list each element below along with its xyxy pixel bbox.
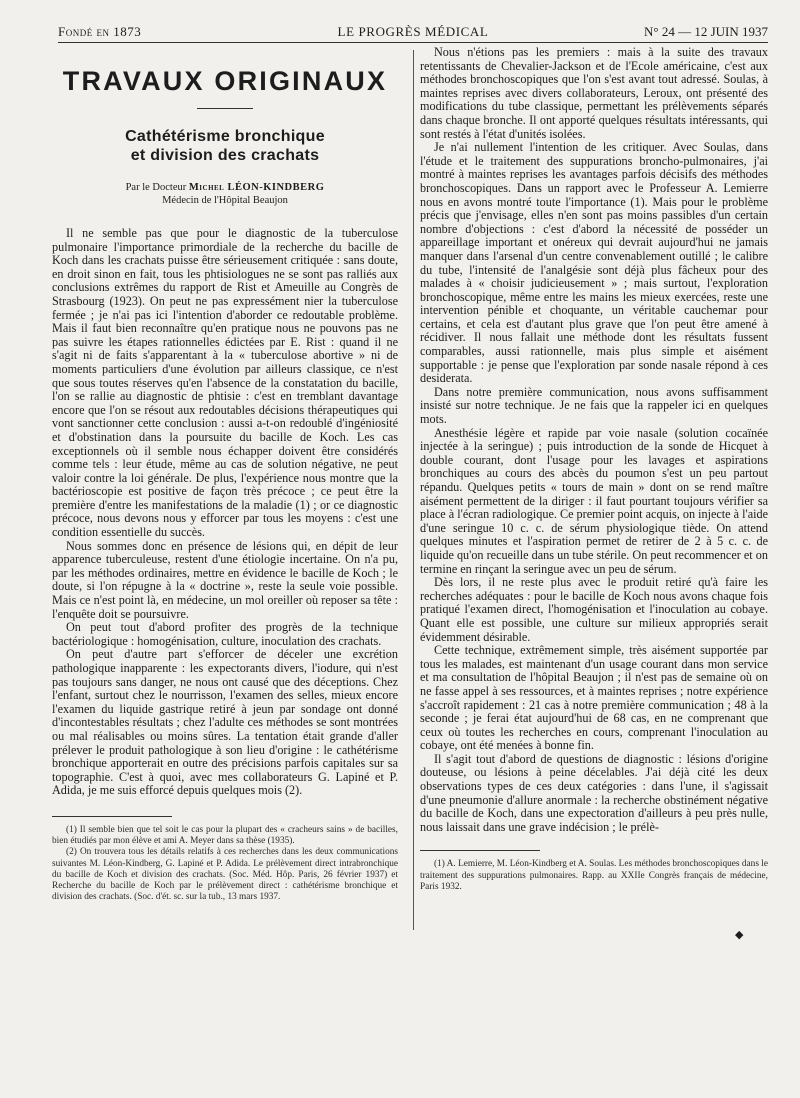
author-affiliation: Médecin de l'Hôpital Beaujon (162, 195, 288, 206)
left-paragraph-2: Nous sommes donc en présence de lésions qui, en dépit de leur apparence tuberculeuse, restent d'une étiologie incertaine. On n'a pu, par les méthodes ordinaires, mettre en évidence le bacille de Koch ; le doute, si l'on répugne à la « doctrine », reste la seule voie possible. Mais ce n'est point là, en médecine, un mol oreiller où reposer sa tête : l'enquête doit se poursuivre. (52, 538, 398, 621)
right-paragraph-7: Il s'agit tout d'abord de questions de diagnostic : lésions d'origine douteuse, ou lésions à peine décelables. J'ai déjà cité les deux observations types de ces deux catégories : dans l'une, il s'agissait d'une pneumonie d'allure anormale : la recherche obstinément négative du bacille de Koch, dans une expectoration d'ailleurs à peu près nulle, nous laissait dans une grave indécision ; le prélè- (420, 751, 768, 834)
footnote-rule (52, 816, 172, 817)
section-title: TRAVAUX ORIGINAUX (62, 66, 388, 96)
running-header (58, 22, 768, 44)
header-founded: Fondé en 1873 (58, 24, 142, 39)
end-mark-icon: ◆ (735, 929, 744, 941)
footnote-2: (2) On trouvera tous les détails relatifs à ces recherches dans les deux communications suivantes M. Léon-Kindberg, G. Lapiné et P. Adida. Le prélèvement direct intrabronchique du bacille de Koch et division des crachats. (Soc. Méd. Hôp. Paris, 26 février 1937) et Recherche du bacille de Koch par le prélèvement direct : cathétérisme bronchique et division des crachats. (Soc. d'ét. sc. sur la tub., 13 mars 1937. (52, 847, 398, 903)
right-paragraph-3: Dans notre première communication, nous avons suffisamment insisté sur notre technique. Je ne fais que la rappeler ici en quelques mots. (420, 384, 768, 427)
column-divider (413, 50, 414, 930)
footnote-right-1: (1) A. Lemierre, M. Léon-Kindberg et A. Soulas. Les méthodes bronchoscopiques dans le traitement des suppurations pulmonaires. Rapp. au XXIIe Congrès français de médecine, Paris 1932. (420, 859, 768, 892)
section-title-rule (197, 108, 253, 109)
article-title-line-2: et division des crachats (130, 147, 320, 164)
author-name: Michel LÉON-KINDBERG (188, 182, 325, 193)
article-title-line-1: Cathétérisme bronchique (125, 128, 325, 145)
right-paragraph-2: Je n'ai nullement l'intention de les critiquer. Avec Soulas, dans l'étude et le traitement des suppurations broncho-pulmonaires, j'ai montré à maintes reprises les avantages parfois décisifs des méthodes bronchoscopiques. Dans un rapport avec le Professeur A. Lemierre nous en avons montré toute l'importance (1). Mais pour le problème précis que j'envisage, elles n'en sont pas moins passibles d'un certain nombre d'objections : c'est d'abord la nécessité de posséder un appareillage important et onéreux qui devrait aujourd'hui ne jamais manquer dans l'arsenal d'un centre convenablement outillé ; le calibre du tube, l'intensité de l'analgésie sont déjà plus fâcheux pour des malades à « choisir judicieusement » ; mais surtout, l'exploration bronchoscopique, même entre les mains les mieux exercées, reste une intervention pénible et choquante, un véritable cauchemar pour certains, et cela est d'autant plus grave que l'on peut être amené à récidiver. Il nous fallait une méthode dont les résultats fussent comparables, aussi rationnelle, mais plus simple et aisément supportable : je pense que l'exploration par sonde nasale répond à ces desiderata. (420, 140, 768, 386)
right-column (420, 46, 768, 893)
left-paragraph-3: On peut tout d'abord profiter des progrès de la technique bactériologique : homogénisation, culture, inoculation des crachats. (52, 620, 398, 648)
right-paragraph-5: Dès lors, il ne reste plus avec le produit retiré qu'à faire les recherches adéquates : pour le bacille de Koch nous avons chaque fois pratiqué l'examen direct, l'homogénisation et l'inoculation au cobaye. Quant elle est possible, une culture sur milieux appropriés serait évidemment désirable. (420, 575, 768, 644)
byline-prefix: Par le Docteur (125, 182, 187, 193)
byline (52, 181, 398, 194)
issue-number-date: N° 24 — 12 JUIN 1937 (643, 24, 768, 39)
footnote-rule-right (420, 850, 540, 851)
journal-title: LE PROGRÈS MÉDICAL (337, 24, 489, 39)
left-paragraph-1: Il ne semble pas que pour le diagnostic de la tuberculose pulmonaire l'importance primordiale de la recherche du bacille de Koch dans les crachats puisse être sérieusement critiquée : sans doute, en droit sinon en fait, tous les phtisiologues ne se sont pas ralliés aux conclusions extrêmes du rapport de Rist et Ameuille au Congrès de Strasbourg (1923). On peut ne pas expressément nier la tuberculose fermée ; je n'ai pas ici l'intention d'aborder ce redoutable problème. Mais il faut bien reconnaître qu'en pratique nous ne pouvons pas ne pas suivre les étapes rationnelles édictées par E. Rist : quand il ne s'agit ni de faits s'apparentant à la « tuberculose abortive » ni de moments particuliers d'une évolution par ailleurs classique, ce n'est que sous toutes réserves qu'en l'absence de la constatation du bacille, l'on se rallie au diagnostic de phtisie : c'est en tremblant davantage encore que l'on se résout aux redoutables décisions thérapeutiques qui vont sanctionner cette conclusion : aussi a-t-on redoublé d'ingéniosité et d'obstination dans la poursuite du bacille de Koch. Les cas exceptionnels où il semble nous échapper doivent être considérés comme tels : leur étude, même au cas de solution négative, ne peut valoir contre la loi générale. De plus, l'expérience nous montre que la bactérioscopie est positive de façon très précoce ; ce peut être la première d'entre les manifestations de la maladie (1) ; or ce diagnostic précoce, nous devons nous y efforcer par tous les moyens : c'est une condition essentielle du succès. (52, 226, 398, 540)
right-paragraph-6: Cette technique, extrêmement simple, très aisément supportée par tous les malades, est maintenant d'un usage courant dans mon service et ma consultation de l'hôpital Beaujon ; il n'est pas de semaine où on ne fasse appel à ses ressources, et à maintes reprises ; notre expérience s'accroît rapidement : 21 cas à notre première communication ; 48 à la seconde ; je ferai état aujourd'hui de 68 cas, en ne comprenant que ceux où toutes les recherches en cours, comprenant l'inoculation au cobaye, ont été menées à bonne fin. (420, 643, 768, 753)
right-paragraph-4: Anesthésie légère et rapide par voie nasale (solution cocaïnée injectée à la seringue) ; puis introduction de la sonde de Hicquet à double courant, dont l'usage pour les lavages et aspirations bronchiques au cours des abcès du poumon s'est un peu partout répandu. Quelques petits « tours de main » dont on se rend maître aisément permettent de la diriger : il faut pourtant toujours vérifier sa place à l'écran radiologique. Ce premier point acquis, on injecte à l'aide d'une seringue 10 c. c. de sérum physiologique tiède. On attend quelques minutes et l'aspiration permet de retirer de 2 à 5 c. c. de liquide qu'on recueille dans un tube stérile. On peut recommencer et on termine en rinçant la seringue avec un peu de sérum. (420, 425, 768, 576)
left-paragraph-4: On peut d'autre part s'efforcer de déceler une excrétion pathologique inapparente : les expectorants divers, l'iodure, qui n'est pas toujours sans danger, ne nous ont causé que des déceptions. Chez l'enfant, surtout chez le nourrisson, l'examen des selles, mieux encore l'examen du liquide gastrique retiré à jeun par sondage ont donné d'incontestables résultats ; chez l'adulte ces méthodes se sont montrées ou mal réalisables ou moins sûres. La tentation était grande d'aller prélever le produit pathologique à son lieu d'origine : le cathétérisme bronchique apporterait en outre des précisions parfois capitales sur sa topographie. C'est à quoi, avec mes collaborateurs G. Lapiné et P. Adida, je me suis efforcé depuis quelques mois (2). (52, 647, 398, 798)
left-column (52, 46, 398, 903)
header-rule (58, 42, 768, 43)
footnote-1: (1) Il semble bien que tel soit le cas pour la plupart des « cracheurs sains » de bacilles, bien étudiés par mon élève et ami A. Meyer dans sa thèse (1935). (52, 824, 398, 847)
right-paragraph-1: Nous n'étions pas les premiers : mais à la suite des travaux retentissants de Chevalier-Jackson et de l'Ecole américaine, c'est aux méthodes bronchoscopiques que l'on s'est avant tout adressé. Soulas, à maintes reprises avec divers collaborateurs, Leroux, ont présenté des modifications du tube classique, permettant les prélèvements séparés dans chaque bronche. Il ont apporté quelques résultats intéressants, qui sont restés à l'état d'unités isolées. (420, 45, 768, 141)
